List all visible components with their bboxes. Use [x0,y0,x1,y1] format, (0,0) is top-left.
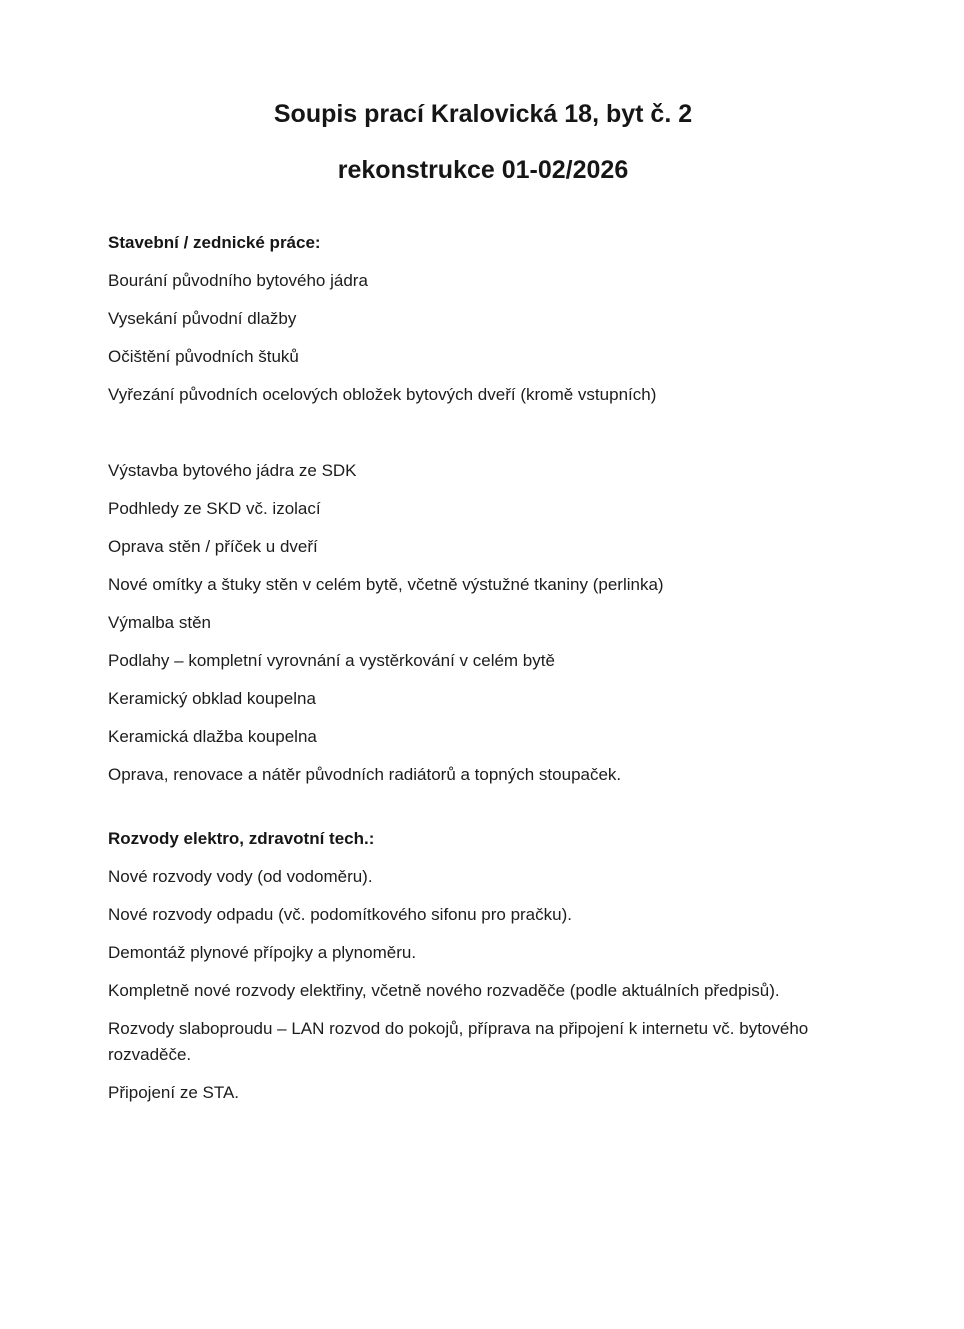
work-item-paragraph: Nové rozvody odpadu (vč. podomítkového sifonu pro pračku). [108,905,572,924]
work-item-paragraph: Rozvody slaboproudu – LAN rozvod do pokojů, příprava na připojení k internetu vč. bytového rozvaděče. [108,1019,809,1064]
document-section [108,230,858,788]
work-item-paragraph: Vyřezání původních ocelových obložek bytových dveří (kromě vstupních) [108,385,657,404]
work-item-paragraph: Výstavba bytového jádra ze SDK [108,461,357,480]
blank-paragraph [108,420,858,446]
document-subtitle: rekonstrukce 01-02/2026 [337,156,629,184]
work-item-paragraph: Kompletně nové rozvody elektřiny, včetně nového rozvaděče (podle aktuálních předpisů). [108,981,780,1000]
document-title: Soupis prací Kralovická 18, byt č. 2 [273,100,693,128]
section-heading: Rozvody elektro, zdravotní tech.: [108,829,375,848]
work-item-paragraph: Nové rozvody vody (od vodoměru). [108,867,373,886]
work-item-paragraph: Podhledy ze SKD vč. izolací [108,499,321,518]
document-body [108,230,858,1106]
work-item-paragraph: Připojení ze STA. [108,1083,240,1102]
work-item-paragraph: Oprava, renovace a nátěr původních radiátorů a topných stoupaček. [108,765,622,784]
work-item-paragraph: Výmalba stěn [108,613,211,632]
work-item-paragraph: Keramický obklad koupelna [108,689,316,708]
section-heading: Stavební / zednické práce: [108,233,321,252]
work-item-paragraph: Oprava stěn / příček u dveří [108,537,318,556]
work-item-paragraph: Demontáž plynové přípojky a plynoměru. [108,943,417,962]
work-item-paragraph: Nové omítky a štuky stěn v celém bytě, včetně výstužné tkaniny (perlinka) [108,575,664,594]
work-item-paragraph: Očištění původních štuků [108,347,299,366]
work-item-paragraph: Podlahy – kompletní vyrovnání a vystěrkování v celém bytě [108,651,555,670]
work-item-paragraph: Vysekání původní dlažby [108,309,297,328]
work-item-paragraph: Keramická dlažba koupelna [108,727,317,746]
document-section [108,826,858,1106]
work-item-paragraph: Bourání původního bytového jádra [108,271,368,290]
